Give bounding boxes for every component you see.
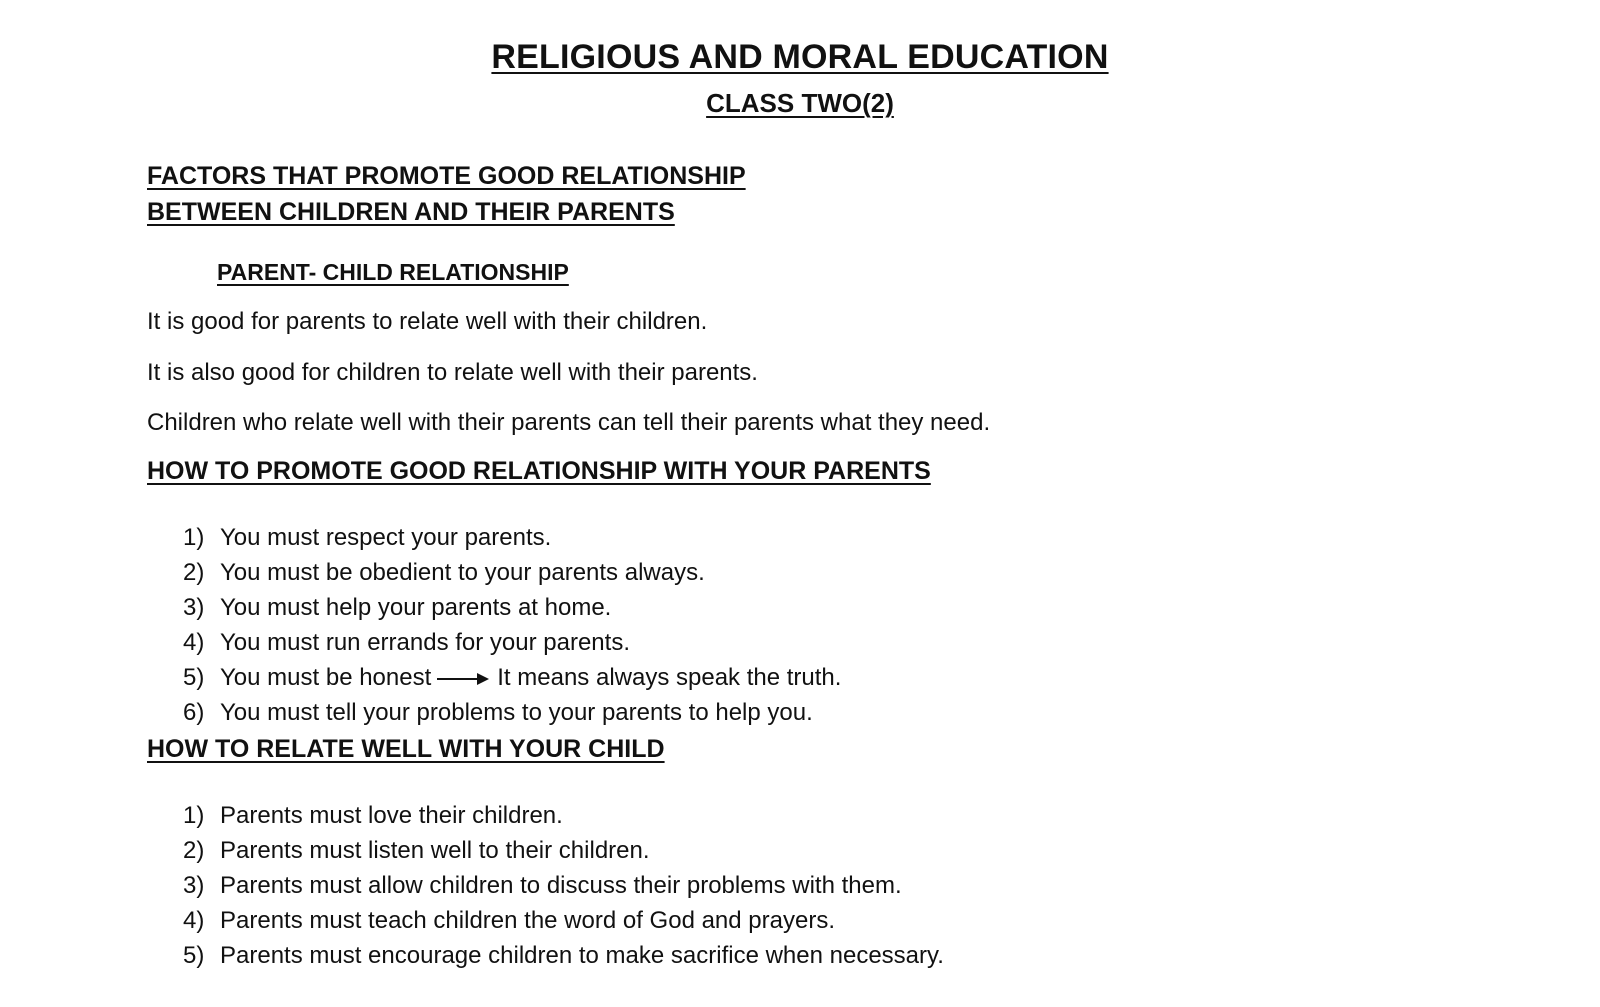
list-item-number: 6) (183, 699, 205, 726)
paragraph: It is also good for children to relate well with their parents. (147, 359, 758, 386)
list-item-text: You must help your parents at home. (220, 594, 612, 621)
list-item-text: You must be honest (220, 664, 432, 691)
list-item-content (220, 660, 841, 695)
list-item-number: 5) (183, 942, 205, 969)
list-item-number: 3) (183, 872, 205, 899)
list-item-text: Parents must teach children the word of God and prayers. (220, 907, 835, 934)
list-item-text: Parents must listen well to their children. (220, 837, 650, 864)
list-item-number: 3) (183, 594, 205, 621)
list-item-number: 1) (183, 524, 205, 551)
list-item-text: You must run errands for your parents. (220, 629, 630, 656)
paragraph: Children who relate well with their parents can tell their parents what they need. (147, 409, 991, 436)
list-item-number: 1) (183, 802, 205, 829)
document-subtitle: CLASS TWO(2) (706, 88, 894, 118)
list-item-number: 2) (183, 559, 205, 586)
section2-heading: HOW TO PROMOTE GOOD RELATIONSHIP WITH YOUR PARENTS (147, 457, 931, 485)
section1-heading-line2: BETWEEN CHILDREN AND THEIR PARENTS (147, 198, 675, 226)
list-item-text: You must respect your parents. (220, 524, 552, 551)
right-arrow-icon (437, 672, 489, 686)
list-item-text: Parents must love their children. (220, 802, 563, 829)
list-item-explanation: It means always speak the truth. (497, 664, 842, 691)
section3-heading: HOW TO RELATE WELL WITH YOUR CHILD (147, 735, 665, 763)
list-item-number: 4) (183, 629, 205, 656)
section1-subheading: PARENT- CHILD RELATIONSHIP (217, 259, 569, 285)
list-item-text: You must be obedient to your parents always. (220, 559, 705, 586)
section1-heading-line1: FACTORS THAT PROMOTE GOOD RELATIONSHIP (147, 162, 746, 190)
list-item-text: Parents must encourage children to make sacrifice when necessary. (220, 942, 944, 969)
list-item-number: 5) (183, 664, 205, 691)
paragraph: It is good for parents to relate well with their children. (147, 308, 708, 335)
list-item-text: Parents must allow children to discuss their problems with them. (220, 872, 902, 899)
document-title: RELIGIOUS AND MORAL EDUCATION (491, 38, 1109, 76)
list-item-number: 4) (183, 907, 205, 934)
list-item-number: 2) (183, 837, 205, 864)
list-item-text: You must tell your problems to your parents to help you. (220, 699, 813, 726)
